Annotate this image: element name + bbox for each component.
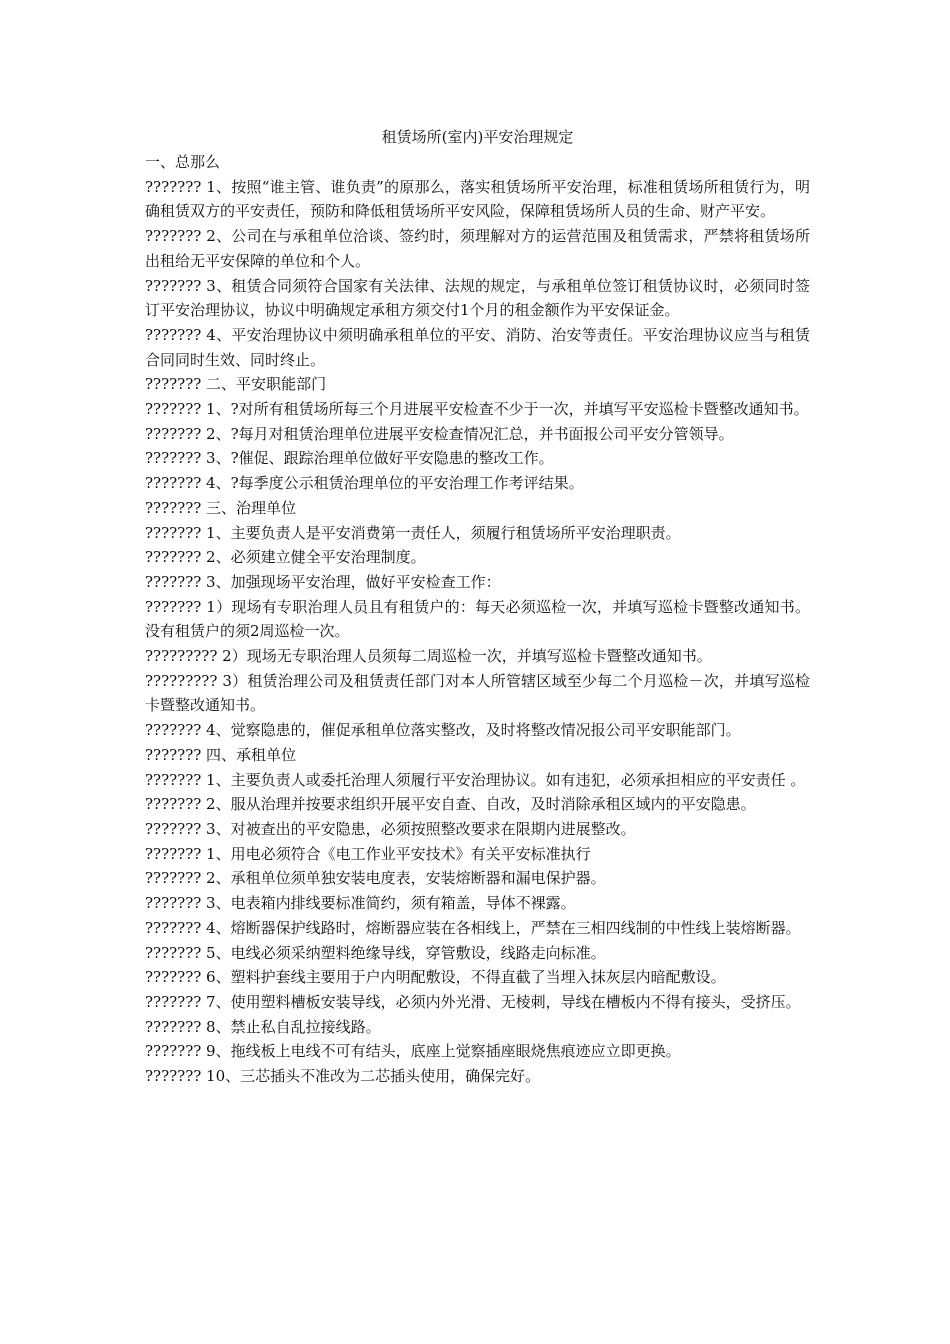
paragraph: ??????? 9、拖线板上电线不可有结头，底座上觉察插座眼烧焦痕迹应立即更换。	[145, 1042, 681, 1061]
paragraph: ??????? 四、承租单位	[145, 745, 297, 764]
paragraph: ??????? 2、承租单位须单独安装电度表，安装熔断器和漏电保护器。	[145, 869, 606, 888]
paragraph: ??????? 7、使用塑料槽板安装导线，必须内外光滑、无棱刺，导线在槽板内不得有接头，受挤压。	[145, 992, 801, 1011]
paragraph: ??????? 4、?每季度公示租赁治理单位的平安治理工作考评结果。	[145, 474, 584, 493]
paragraph: ??????? 3、对被查出的平安隐患，必须按照整改要求在限期内进展整改。	[145, 819, 636, 838]
paragraph: ??????? 2、必须建立健全平安治理制度。	[145, 548, 426, 567]
paragraph: ????????? 2）现场无专职治理人员须每二周巡检一次，并填写巡检卡暨整改通知书。	[145, 647, 712, 666]
paragraph: ??????? 二、平安职能部门	[145, 375, 327, 394]
paragraph: ??????? 4、觉察隐患的，催促承租单位落实整改，及时将整改情况报公司平安职能部门。	[145, 721, 741, 740]
paragraph: ??????? 2、?每月对租赁治理单位进展平安检查情况汇总，并书面报公司平安分管领导。	[145, 424, 734, 443]
paragraph: ??????? 4、熔断器保护线路时，熔断器应装在各相线上，严禁在三相四线制的中性线上装熔断器。	[145, 918, 801, 937]
paragraph: ??????? 3、?催促、跟踪治理单位做好平安隐患的整改工作。	[145, 449, 554, 468]
paragraph: ??????? 2、公司在与承租单位洽谈、签约时，须理解对方的运营范围及租赁需求，严禁将租赁场所出租给无平安保障的单位和个人。	[145, 227, 810, 270]
paragraph: ??????? 1、主要负责人是平安消费第一责任人，须履行租赁场所平安治理职责。	[145, 523, 681, 542]
document-title: 租赁场所(室内)平安治理规定	[381, 128, 574, 146]
paragraph: ??????? 5、电线必须采纳塑料绝缘导线，穿管敷设，线路走向标准。	[145, 943, 606, 962]
paragraph: ??????? 6、塑料护套线主要用于户内明配敷设，不得直截了当埋入抹灰层内暗配敷设。	[145, 968, 726, 987]
paragraph: ??????? 1）现场有专职治理人员且有租赁户的：每天必须巡检一次，并填写巡检卡暨整改通知书。没有租赁户的须2周巡检一次。	[145, 597, 810, 641]
paragraph: ??????? 三、治理单位	[145, 498, 297, 517]
paragraph: ??????? 2、服从治理并按要求组织开展平安自查、自改，及时消除承租区域内的平安隐患。	[145, 795, 756, 814]
paragraph: ??????? 1、主要负责人或委托治理人须履行平安治理协议。如有违犯，必须承担相应的平安责任 。	[145, 770, 806, 789]
paragraph: ??????? 10、三芯插头不准改为二芯插头使用，确保完好。	[145, 1067, 541, 1086]
paragraph: ??????? 3、加强现场平安治理，做好平安检查工作：	[145, 572, 501, 591]
paragraph: ??????? 8、禁止私自乱拉接线路。	[145, 1017, 381, 1036]
paragraph: ??????? 1、用电必须符合《电工作业平安技术》有关平安标准执行	[145, 844, 591, 863]
paragraph: ??????? 4、平安治理协议中须明确承租单位的平安、消防、治安等责任。平安治理协议应当与租赁合同同时生效、同时终止。	[145, 325, 810, 369]
document-body	[145, 150, 810, 1089]
paragraph: ??????? 1、?对所有租赁场所每三个月进展平安检查不少于一次，并填写平安巡检卡暨整改通知书。	[145, 400, 809, 419]
paragraph: ??????? 3、租赁合同须符合国家有关法律、法规的规定，与承租单位签订租赁协议时，必须同时签订平安治理协议，协议中明确规定承租方须交付1个月的租金额作为平安保证金。	[145, 276, 810, 320]
paragraph: ??????? 3、电表箱内排线要标准简约，须有箱盖，导体不裸露。	[145, 894, 576, 913]
paragraph: ??????? 1、按照“谁主管、谁负责”的原那么，落实租赁场所平安治理，标准租赁场所租赁行为，明确租赁双方的平安责任，预防和降低租赁场所平安风险，保障租赁场所人员的生命、财产平安。	[145, 177, 810, 221]
paragraph: 一、总那么	[145, 153, 221, 171]
paragraph: ????????? 3）租赁治理公司及租赁责任部门对本人所管辖区域至少每二个月巡检－次，并填写巡检卡暨整改通知书。	[145, 671, 810, 715]
document-page	[145, 124, 810, 1089]
